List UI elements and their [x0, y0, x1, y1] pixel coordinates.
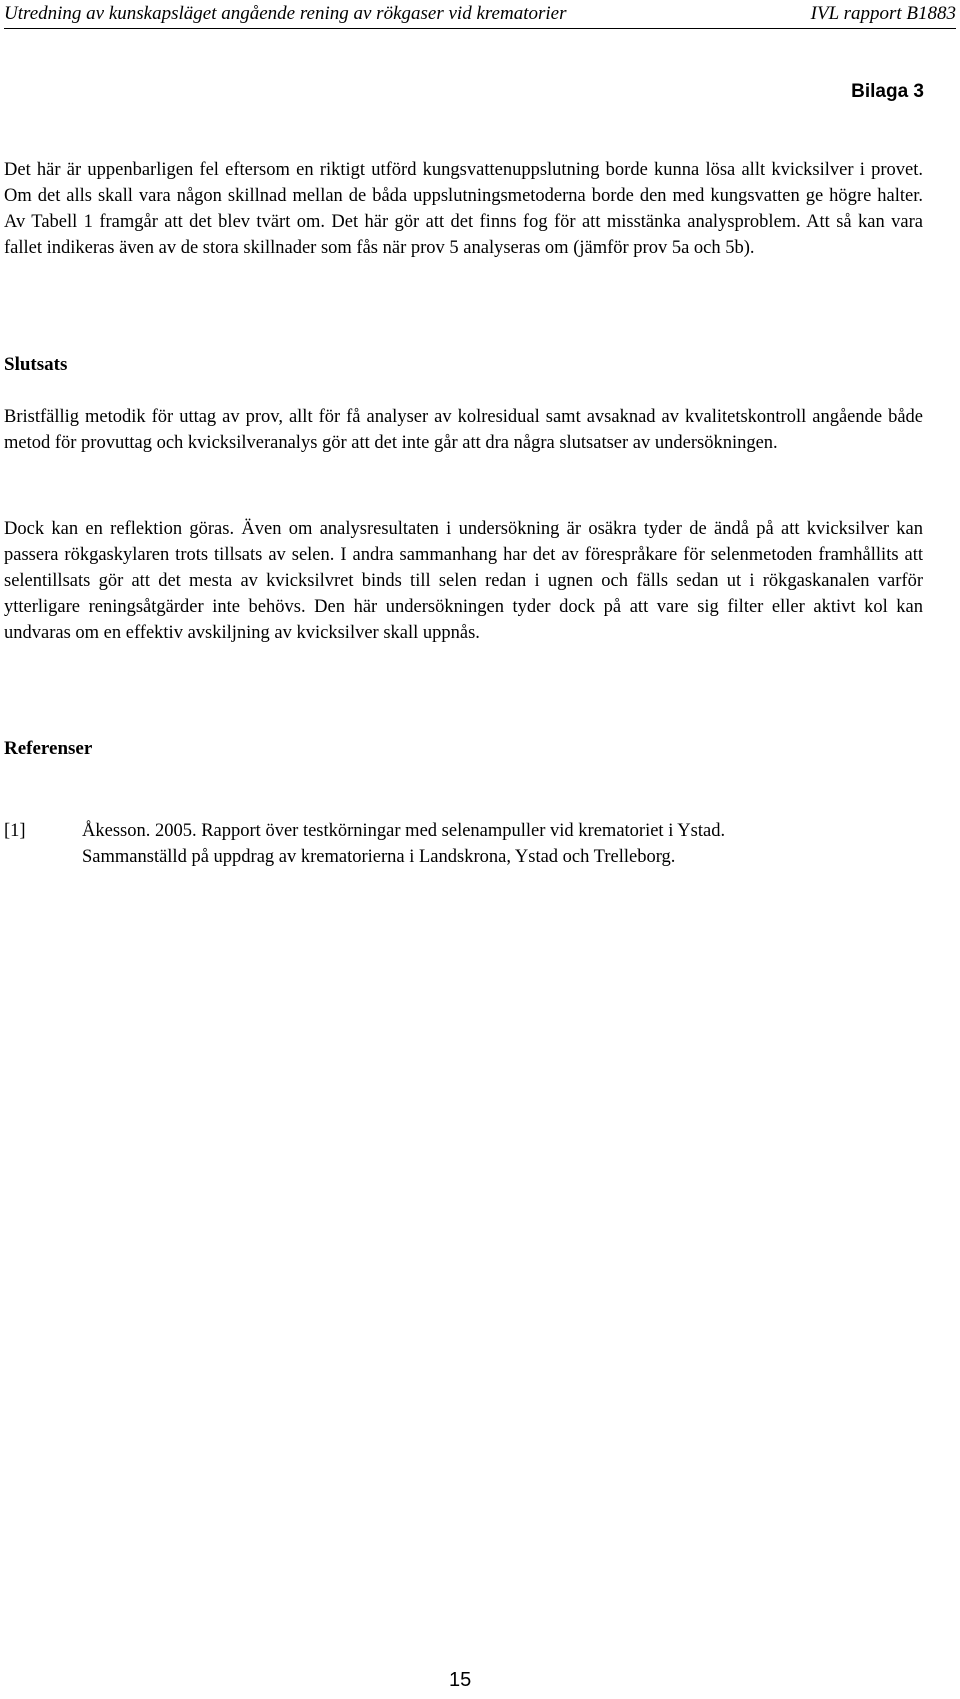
intro-paragraph: Det här är uppenbarligen fel eftersom en riktigt utförd kungsvattenuppslutning borde kunna lösa allt kvicksilver i provet. Om det alls skall vara någon skillnad mellan de båda uppslutningsmetoderna borde den med kungsvatten ge högre halter. Av Tabell 1 framgår att det blev tvärt om. Det här gör att det finns fog för att misstänka analysproblem. Att så kan vara fallet indikeras även av de stora skillnader som fås när prov 5 analyseras om (jämför prov 5a och 5b).: [4, 160, 923, 258]
header-title: Utredning av kunskapsläget angående rening av rökgaser vid krematorier: [4, 3, 567, 24]
header-report-id: IVL rapport B1883: [810, 3, 956, 24]
reference-text: [82, 818, 922, 870]
conclusion-paragraph-1-block: [4, 404, 923, 456]
reference-line-2: Sammanställd på uppdrag av krematorierna i Landskrona, Ystad och Trelleborg.: [82, 847, 676, 867]
reference-number: [1]: [4, 821, 26, 841]
conclusion-heading: Slutsats: [4, 354, 68, 375]
conclusion-paragraph-1: Bristfällig metodik för uttag av prov, allt för få analyser av kolresidual samt avsaknad av kvalitetskontroll angående både metod för provuttag och kvicksilveranalys gör att det inte går att dra några slutsatser av undersökningen.: [4, 407, 923, 453]
appendix-label: Bilaga 3: [851, 81, 924, 102]
page-number: 15: [449, 1669, 472, 1691]
conclusion-paragraph-2: Dock kan en reflektion göras. Även om analysresultaten i undersökning är osäkra tyder de ändå på att kvicksilver kan passera rökgaskylaren trots tillsats av selen. I andra sammanhang har det av förespråkare för selenmetoden framhållits att selentillsats gör att det mesta av kvicksilvret binds till selen redan i ugnen och fälls sedan ut i rökgaskanalen varför ytterligare reningsåtgärder inte behövs. Den här undersökningen tyder dock på att vare sig filter eller aktivt kol kan undvaras om en effektiv avskiljning av kvicksilver skall uppnås.: [4, 519, 923, 643]
running-header: [4, 2, 956, 29]
intro-section: [4, 157, 923, 261]
references-heading: Referenser: [4, 738, 93, 759]
conclusion-paragraph-2-block: [4, 516, 923, 646]
reference-line-1: Åkesson. 2005. Rapport över testkörningar med selenampuller vid krematoriet i Ystad.: [82, 821, 726, 841]
